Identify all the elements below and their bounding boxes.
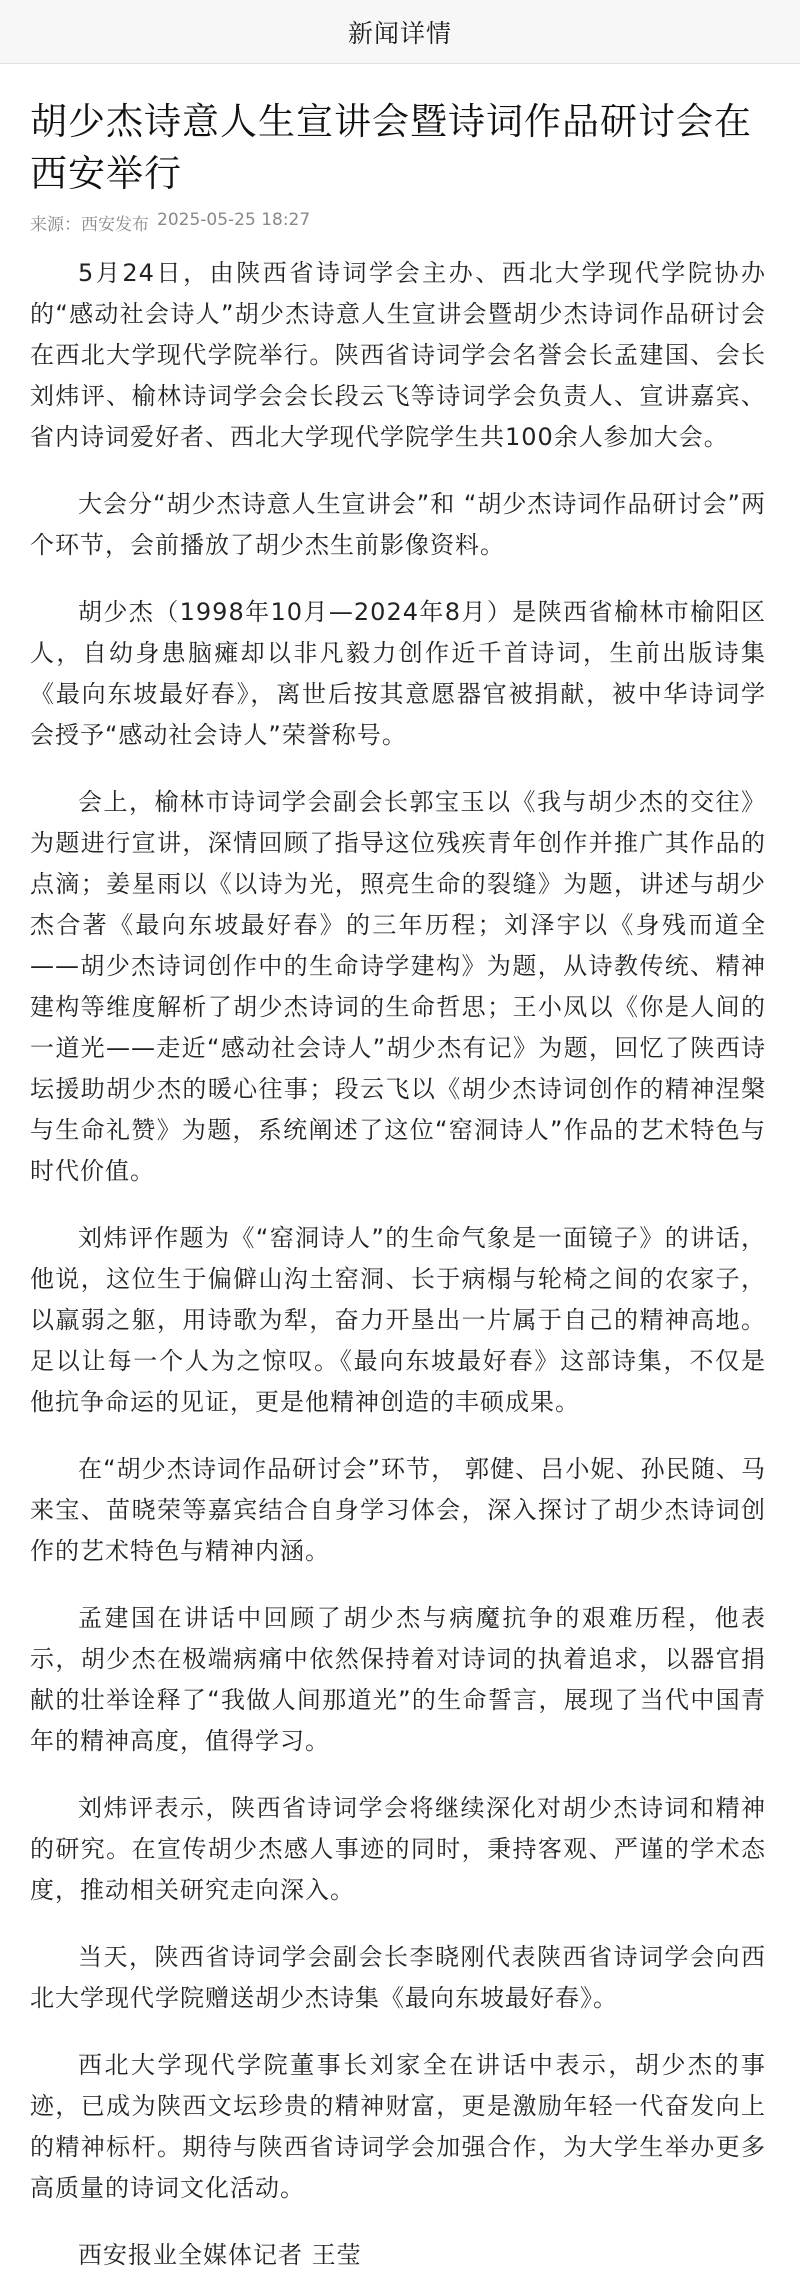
article-byline: 西安报业全媒体记者 王莹 <box>78 2241 362 2269</box>
article-meta <box>30 210 766 235</box>
article-body <box>30 253 766 2276</box>
page-title: 新闻详情 <box>347 18 452 48</box>
article-paragraph: 刘炜评表示，陕西省诗词学会将继续深化对胡少杰诗词和精神的研究。在宣传胡少杰感人事迹的同时，秉持客观、严谨的学术态度，推动相关研究走向深入。 <box>30 1794 766 1904</box>
article-paragraph: 孟建国在讲话中回顾了胡少杰与病魔抗争的艰难历程，他表示，胡少杰在极端病痛中依然保持着对诗词的执着追求，以器官捐献的壮举诠释了“我做人间那道光”的生命誓言，展现了当代中国青年的精神高度，值得学习。 <box>30 1604 766 1755</box>
article-paragraph: 会上，榆林市诗词学会副会长郭宝玉以《我与胡少杰的交往》为题进行宣讲，深情回顾了指导这位残疾青年创作并推广其作品的点滴；姜星雨以《以诗为光，照亮生命的裂缝》为题，讲述与胡少杰合著《最向东坡最好春》的三年历程；刘泽宇以《身残而道全——胡少杰诗词创作中的生命诗学建构》为题，从诗教传统、精神建构等维度解析了胡少杰诗词的生命哲思；王小凤以《你是人间的一道光——走近“感动社会诗人”胡少杰有记》为题，回忆了陕西诗坛援助胡少杰的暖心往事；段云飞以《胡少杰诗词创作的精神涅槃与生命礼赞》为题，系统阐述了这位“窑洞诗人”作品的艺术特色与时代价值。 <box>30 788 766 1185</box>
article-paragraph: 5月24日，由陕西省诗词学会主办、西北大学现代学院协办的“感动社会诗人”胡少杰诗意人生宣讲会暨胡少杰诗词作品研讨会在西北大学现代学院举行。陕西省诗词学会名誉会长孟建国、会长刘炜评、榆林诗词学会会长段云飞等诗词学会负责人、宣讲嘉宾、省内诗词爱好者、西北大学现代学院学生共100余人参加大会。 <box>30 259 766 451</box>
top-navigation-bar <box>0 0 800 64</box>
article-paragraph: 胡少杰（1998年10月—2024年8月）是陕西省榆林市榆阳区人，自幼身患脑瘫却以非凡毅力创作近千首诗词，生前出版诗集《最向东坡最好春》，离世后按其意愿器官被捐献，被中华诗词学会授予“感动社会诗人”荣誉称号。 <box>30 598 766 749</box>
article-paragraph: 刘炜评作题为《“窑洞诗人”的生命气象是一面镜子》的讲话，他说，这位生于偏僻山沟土窑洞、长于病榻与轮椅之间的农家子，以羸弱之躯，用诗歌为犁，奋力开垦出一片属于自己的精神高地。足以让每一个人为之惊叹。《最向东坡最好春》这部诗集，不仅是他抗争命运的见证，更是他精神创造的丰硕成果。 <box>30 1224 766 1416</box>
article-datetime: 2025-05-25 18:27 <box>157 210 311 230</box>
article-paragraph: 大会分“胡少杰诗意人生宣讲会”和 “胡少杰诗词作品研讨会”两个环节，会前播放了胡少杰生前影像资料。 <box>30 490 766 559</box>
article-paragraph: 当天，陕西省诗词学会副会长李晓刚代表陕西省诗词学会向西北大学现代学院赠送胡少杰诗集《最向东坡最好春》。 <box>30 1943 766 2012</box>
article-headline: 胡少杰诗意人生宣讲会暨诗词作品研讨会在西安举行 <box>30 100 752 195</box>
article-paragraph: 在“胡少杰诗词作品研讨会”环节， 郭健、吕小妮、孙民随、马来宝、苗晓荣等嘉宾结合自身学习体会，深入探讨了胡少杰诗词创作的艺术特色与精神内涵。 <box>30 1455 766 1565</box>
article-container <box>0 64 800 2276</box>
article-paragraph: 西北大学现代学院董事长刘家全在讲话中表示，胡少杰的事迹，已成为陕西文坛珍贵的精神财富，更是激励年轻一代奋发向上的精神标杆。期待与陕西省诗词学会加强合作，为大学生举办更多高质量的诗词文化活动。 <box>30 2051 766 2202</box>
article-source: 来源：西安发布 <box>30 215 149 235</box>
